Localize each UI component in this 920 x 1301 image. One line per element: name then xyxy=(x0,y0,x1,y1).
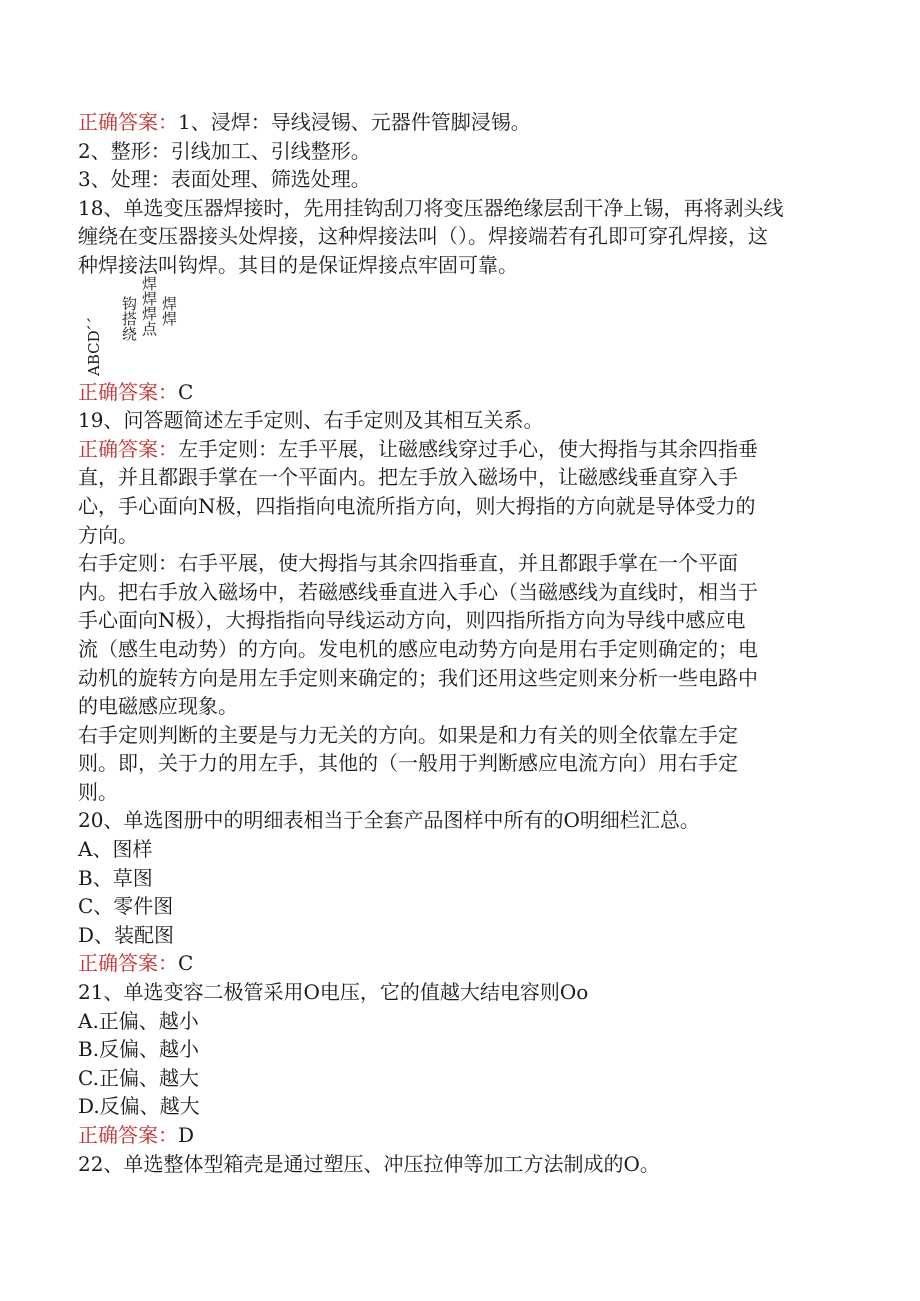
answer-label: 正确答案： xyxy=(78,110,178,134)
q18-options-garbled xyxy=(78,275,848,378)
q20-answer-line xyxy=(78,949,848,978)
text-line: 手心面向N极），大拇指指向导线运动方向，则四指所指方向为导线中感应电 xyxy=(78,608,746,633)
answer-text: 1、浸焊：导线浸锡、元器件管脚浸锡。 xyxy=(178,110,531,134)
text-line: 2、整形：引线加工、引线整形。 xyxy=(78,138,371,163)
text-line: 右手定则判断的主要是与力无关的方向。如果是和力有关的则全依靠左手定 xyxy=(78,722,738,747)
q17-answer-line xyxy=(78,108,848,137)
question-line: 22、单选整体型箱壳是通过塑压、冲压拉伸等加工方法制成的O。 xyxy=(78,1151,660,1176)
q21-answer-line xyxy=(78,1121,848,1150)
answer-label: 正确答案： xyxy=(78,951,178,976)
option-letters: ABCD、、 xyxy=(85,307,103,376)
question-line: 21、单选变容二极管采用O电压，它的值越大结电容则Oo xyxy=(78,980,589,1005)
answer-label: 正确答案： xyxy=(78,436,178,461)
option-item: A.正偏、越小 xyxy=(78,1008,199,1033)
option-item: D.反偏、越大 xyxy=(78,1094,200,1119)
text-line: 流（感生电动势）的方向。发电机的感应电动势方向是用右手定则确定的；电 xyxy=(78,636,758,661)
option-item: B、草图 xyxy=(78,865,153,890)
option-column: 焊焊焊点 xyxy=(140,275,158,336)
text-line: 3、处理：表面处理、筛选处理。 xyxy=(78,167,371,192)
option-item: C.正偏、越大 xyxy=(78,1065,199,1090)
question-line: 19、问答题简述左手定则、右手定则及其相互关系。 xyxy=(78,408,544,433)
answer-value: D xyxy=(178,1123,195,1147)
text-line: 直，并且都跟手掌在一个平面内。把左手放入磁场中，让磁感线垂直穿入手 xyxy=(78,465,738,490)
answer-label: 正确答案： xyxy=(78,379,178,404)
answer-text: 左手定则：左手平展，让磁感线穿过手心，使大拇指与其余四指垂 xyxy=(178,436,758,461)
option-item: B.反偏、越小 xyxy=(78,1037,200,1062)
option-item: A、图样 xyxy=(78,837,153,862)
option-column: 钩搭绕 xyxy=(120,295,138,341)
text-line: 的电磁感应现象。 xyxy=(78,694,238,719)
text-line: 则。 xyxy=(78,779,118,804)
question-line: 18、单选变压器焊接时，先用挂钩刮刀将变压器绝缘层刮干净上锡，再将剥头线 xyxy=(78,195,784,220)
q18-answer-line xyxy=(78,378,848,407)
answer-label: 正确答案： xyxy=(78,1123,178,1147)
q19-answer-line xyxy=(78,435,848,464)
text-line: 则。即，关于力的用左手，其他的（一般用于判断感应电流方向）用右手定 xyxy=(78,751,738,776)
text-line: 右手定则：右手平展，使大拇指与其余四指垂直，并且都跟手掌在一个平面 xyxy=(78,551,738,576)
answer-value: C xyxy=(178,951,194,976)
option-column: 焊焊 xyxy=(160,295,178,326)
question-line: 缠绕在变压器接头处焊接，这种焊接法叫（）。焊接端若有孔即可穿孔焊接，这 xyxy=(78,224,768,249)
text-line: 心，手心面向N极，四指指向电流所指方向，则大拇指的方向就是导体受力的 xyxy=(78,493,756,518)
question-line: 20、单选图册中的明细表相当于全套产品图样中所有的O明细栏汇总。 xyxy=(78,808,700,833)
option-item: D、装配图 xyxy=(78,922,175,947)
question-line: 种焊接法叫钩焊。其目的是保证焊接点牢固可靠。 xyxy=(78,252,518,277)
document-body xyxy=(78,108,848,1178)
answer-value: C xyxy=(178,379,194,404)
option-item: C、零件图 xyxy=(78,894,174,919)
text-line: 动机的旋转方向是用左手定则来确定的；我们还用这些定则来分析一些电路中 xyxy=(78,665,758,690)
text-line: 内。把右手放入磁场中，若磁感线垂直进入手心（当磁感线为直线时，相当于 xyxy=(78,579,758,604)
text-line: 方向。 xyxy=(78,522,138,547)
